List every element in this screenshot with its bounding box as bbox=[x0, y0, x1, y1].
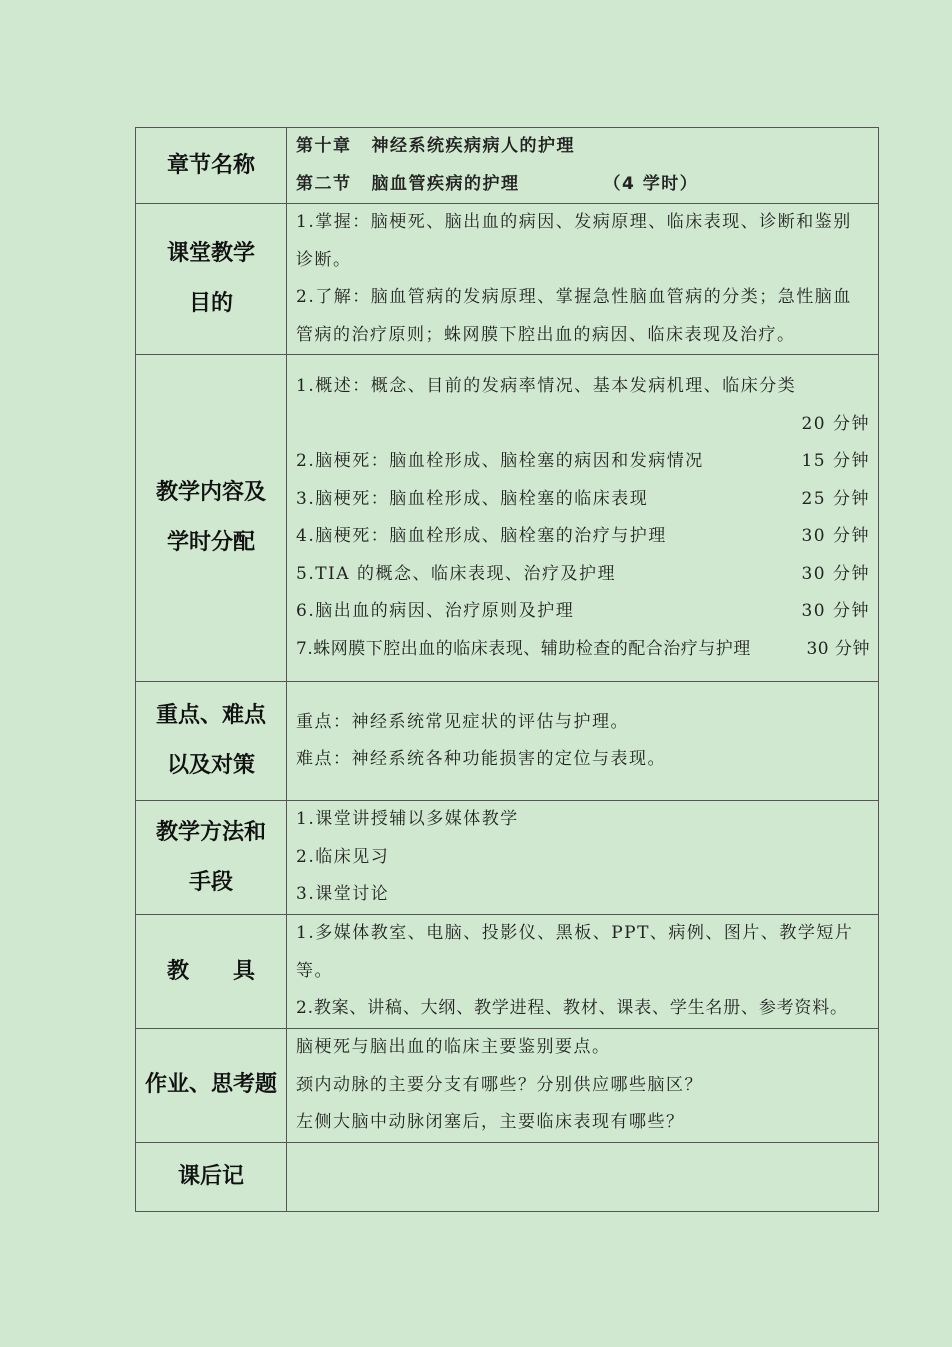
content-item-time: 25 分钟 bbox=[801, 488, 870, 509]
keypoints-content bbox=[287, 682, 879, 801]
content-item-time: 30 分钟 bbox=[801, 526, 870, 546]
tool-item: 1.多媒体教室、电脑、投影仪、黑板、PPT、病例、图片、教学短片等。 bbox=[296, 923, 854, 981]
methods-content bbox=[287, 801, 879, 915]
content-label-line2: 学时分配 bbox=[166, 530, 255, 555]
notes-label: 课后记 bbox=[136, 1142, 287, 1211]
content-row bbox=[136, 355, 879, 682]
homework-label: 作业、思考题 bbox=[136, 1029, 287, 1143]
difficulty-item: 难点：神经系统各种功能损害的定位与表现。 bbox=[296, 749, 666, 769]
objectives-label-line1: 课堂教学 bbox=[166, 241, 255, 266]
content-item-time: 30 分钟 bbox=[801, 563, 870, 584]
objectives-label bbox=[136, 204, 287, 355]
homework-item: 颈内动脉的主要分支有哪些？分别供应哪些脑区？ bbox=[296, 1074, 703, 1095]
keypoints-label-line2: 以及对策 bbox=[166, 753, 255, 778]
content-intro: 1.概述：概念、目前的发病率情况、基本发病机理、临床分类 bbox=[296, 376, 797, 396]
objectives-content bbox=[287, 204, 879, 355]
method-item: 1.课堂讲授辅以多媒体教学 bbox=[296, 809, 519, 830]
content-item-time: 30 分钟 bbox=[806, 638, 870, 659]
objectives-row bbox=[136, 204, 879, 355]
keypoints-row bbox=[136, 682, 879, 801]
tools-row bbox=[136, 915, 879, 1029]
content-item bbox=[296, 443, 870, 481]
homework-row bbox=[136, 1029, 879, 1143]
notes-content bbox=[287, 1142, 879, 1211]
keypoint-item: 重点：神经系统常见症状的评估与护理。 bbox=[296, 711, 629, 732]
content-item-text: 6.脑出血的病因、治疗原则及护理 bbox=[296, 601, 575, 621]
content-item bbox=[296, 593, 870, 631]
lesson-plan-table bbox=[135, 127, 879, 1212]
objectives-label-line2: 目的 bbox=[188, 291, 233, 316]
chapter-row bbox=[136, 128, 879, 204]
content-item-text: 5.TIA 的概念、临床表现、治疗及护理 bbox=[296, 563, 616, 584]
tools-content bbox=[287, 915, 879, 1029]
content-item bbox=[296, 518, 870, 556]
content-item bbox=[296, 481, 870, 519]
content-item-text: 4.脑梗死：脑血栓形成、脑栓塞的治疗与护理 bbox=[296, 526, 667, 546]
objective-item: 2.了解：脑血管病的发病原理、掌握急性脑血管病的分类；急性脑血管病的治疗原则；蛛网膜下腔出血的病因、临床表现及治疗。 bbox=[296, 287, 852, 345]
content-item-time: 15 分钟 bbox=[801, 451, 870, 471]
methods-label bbox=[136, 801, 287, 915]
methods-row bbox=[136, 801, 879, 915]
content-item-time: 30 分钟 bbox=[801, 601, 870, 621]
keypoints-label-line1: 重点、难点 bbox=[155, 703, 266, 728]
homework-item: 左侧大脑中动脉闭塞后，主要临床表现有哪些？ bbox=[296, 1112, 685, 1132]
section-hours: （4 学时） bbox=[603, 173, 699, 194]
methods-label-line1: 教学方法和 bbox=[155, 819, 266, 845]
content-item-text: 2.脑梗死：脑血栓形成、脑栓塞的病因和发病情况 bbox=[296, 451, 704, 471]
content-content bbox=[287, 355, 879, 682]
content-label-line1: 教学内容及 bbox=[155, 480, 266, 505]
content-item bbox=[296, 631, 870, 669]
content-item bbox=[296, 556, 870, 594]
section-number: 第二节 bbox=[296, 173, 352, 194]
content-intro-time: 20 分钟 bbox=[801, 413, 870, 434]
chapter-content bbox=[287, 128, 879, 204]
keypoints-label bbox=[136, 682, 287, 801]
method-item: 3.课堂讨论 bbox=[296, 884, 390, 905]
methods-label-line2: 手段 bbox=[188, 869, 233, 895]
homework-content bbox=[287, 1029, 879, 1143]
objective-item: 1.掌握：脑梗死、脑出血的病因、发病原理、临床表现、诊断和鉴别诊断。 bbox=[296, 212, 852, 270]
content-label bbox=[136, 355, 287, 682]
content-item-text: 7.蛛网膜下腔出血的临床表现、辅助检查的配合治疗与护理 bbox=[296, 638, 751, 659]
homework-item: 脑梗死与脑出血的临床主要鉴别要点。 bbox=[296, 1037, 611, 1057]
method-item: 2.临床见习 bbox=[296, 846, 390, 867]
chapter-title: 神经系统疾病病人的护理 bbox=[371, 136, 575, 156]
content-item-text: 3.脑梗死：脑血栓形成、脑栓塞的临床表现 bbox=[296, 488, 649, 509]
tools-label: 教 具 bbox=[136, 915, 287, 1029]
notes-row bbox=[136, 1142, 879, 1211]
chapter-label: 章节名称 bbox=[136, 128, 287, 204]
chapter-number: 第十章 bbox=[296, 136, 352, 156]
tool-item: 2.教案、讲稿、大纲、教学进程、教材、课表、学生名册、参考资料。 bbox=[296, 998, 848, 1019]
section-title: 脑血管疾病的护理 bbox=[371, 173, 520, 194]
